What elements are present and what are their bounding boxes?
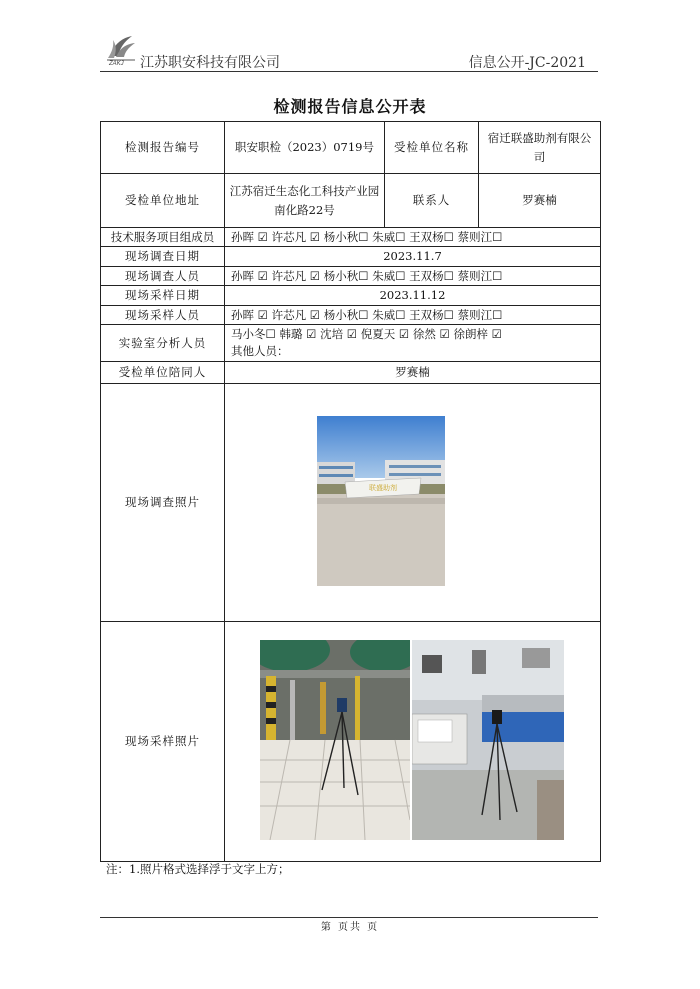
sampling-staff-label: 现场采样人员 bbox=[101, 305, 225, 324]
address-label: 受检单位地址 bbox=[101, 174, 225, 228]
survey-staff-value: 孙晖 ☑ 许芯凡 ☑ 杨小秋☐ 朱威☐ 王双杨☐ 蔡则江☐ bbox=[225, 266, 601, 285]
sampling-photo-label: 现场采样照片 bbox=[101, 621, 225, 861]
contact-value: 罗赛楠 bbox=[479, 174, 601, 228]
table-row bbox=[101, 383, 601, 621]
table-row bbox=[101, 621, 601, 861]
page-title: 检测报告信息公开表 bbox=[273, 97, 427, 116]
table-row bbox=[101, 266, 601, 285]
contact-label: 联系人 bbox=[385, 174, 479, 228]
table-row bbox=[101, 247, 601, 266]
team-label: 技术服务项目组成员 bbox=[101, 228, 225, 247]
escort-label: 受检单位陪同人 bbox=[101, 361, 225, 383]
report-no-value: 职安职检（2023）0719号 bbox=[225, 122, 385, 174]
sampling-photo-2 bbox=[412, 640, 564, 840]
table-row bbox=[101, 228, 601, 247]
table-row bbox=[101, 174, 601, 228]
client-value: 宿迁联盛助剂有限公司 bbox=[479, 122, 601, 174]
table-row bbox=[101, 305, 601, 324]
survey-photo-cell bbox=[225, 383, 601, 621]
survey-photo-sign: 联盛助剂 bbox=[369, 483, 397, 492]
page-number: 第 页共 页 bbox=[320, 922, 380, 933]
sampling-staff-value: 孙晖 ☑ 许芯凡 ☑ 杨小秋☐ 朱威☐ 王双杨☐ 蔡则江☐ bbox=[225, 305, 601, 324]
lab-staff: 马小冬☐ 韩璐 ☑ 沈培 ☑ 倪夏天 ☑ 徐然 ☑ 徐朗梓 ☑ bbox=[231, 326, 502, 341]
page-header bbox=[100, 30, 598, 72]
logo-text: ZAKJ bbox=[109, 61, 124, 67]
team-value: 孙晖 ☑ 许芯凡 ☑ 杨小秋☐ 朱威☐ 王双杨☐ 蔡则江☐ bbox=[225, 228, 601, 247]
lab-label: 实验室分析人员 bbox=[101, 324, 225, 361]
table-row bbox=[101, 286, 601, 305]
company-name: 江苏职安科技有限公司 bbox=[140, 55, 280, 71]
footnote: 注：1.照片格式选择浮于文字上方； bbox=[106, 862, 290, 876]
lab-value bbox=[225, 324, 601, 361]
sampling-date-label: 现场采样日期 bbox=[101, 286, 225, 305]
survey-date-value: 2023.11.7 bbox=[225, 247, 601, 266]
sampling-photo-1 bbox=[260, 640, 410, 840]
table-row bbox=[101, 361, 601, 383]
escort-value: 罗赛楠 bbox=[225, 361, 601, 383]
info-table bbox=[100, 121, 601, 862]
sampling-photo-cell bbox=[225, 621, 601, 861]
sampling-date-value: 2023.11.12 bbox=[225, 286, 601, 305]
address-value: 江苏宿迁生态化工科技产业园南化路22号 bbox=[225, 174, 385, 228]
survey-date-label: 现场调查日期 bbox=[101, 247, 225, 266]
client-label: 受检单位名称 bbox=[385, 122, 479, 174]
survey-photo-label: 现场调查照片 bbox=[101, 383, 225, 621]
lab-other: 其他人员： bbox=[231, 343, 289, 358]
report-no-label: 检测报告编号 bbox=[101, 122, 225, 174]
survey-staff-label: 现场调查人员 bbox=[101, 266, 225, 285]
document-code: 信息公开-JC-2021 bbox=[468, 55, 586, 71]
table-row bbox=[101, 122, 601, 174]
table-row bbox=[101, 324, 601, 361]
survey-photo bbox=[317, 416, 445, 586]
